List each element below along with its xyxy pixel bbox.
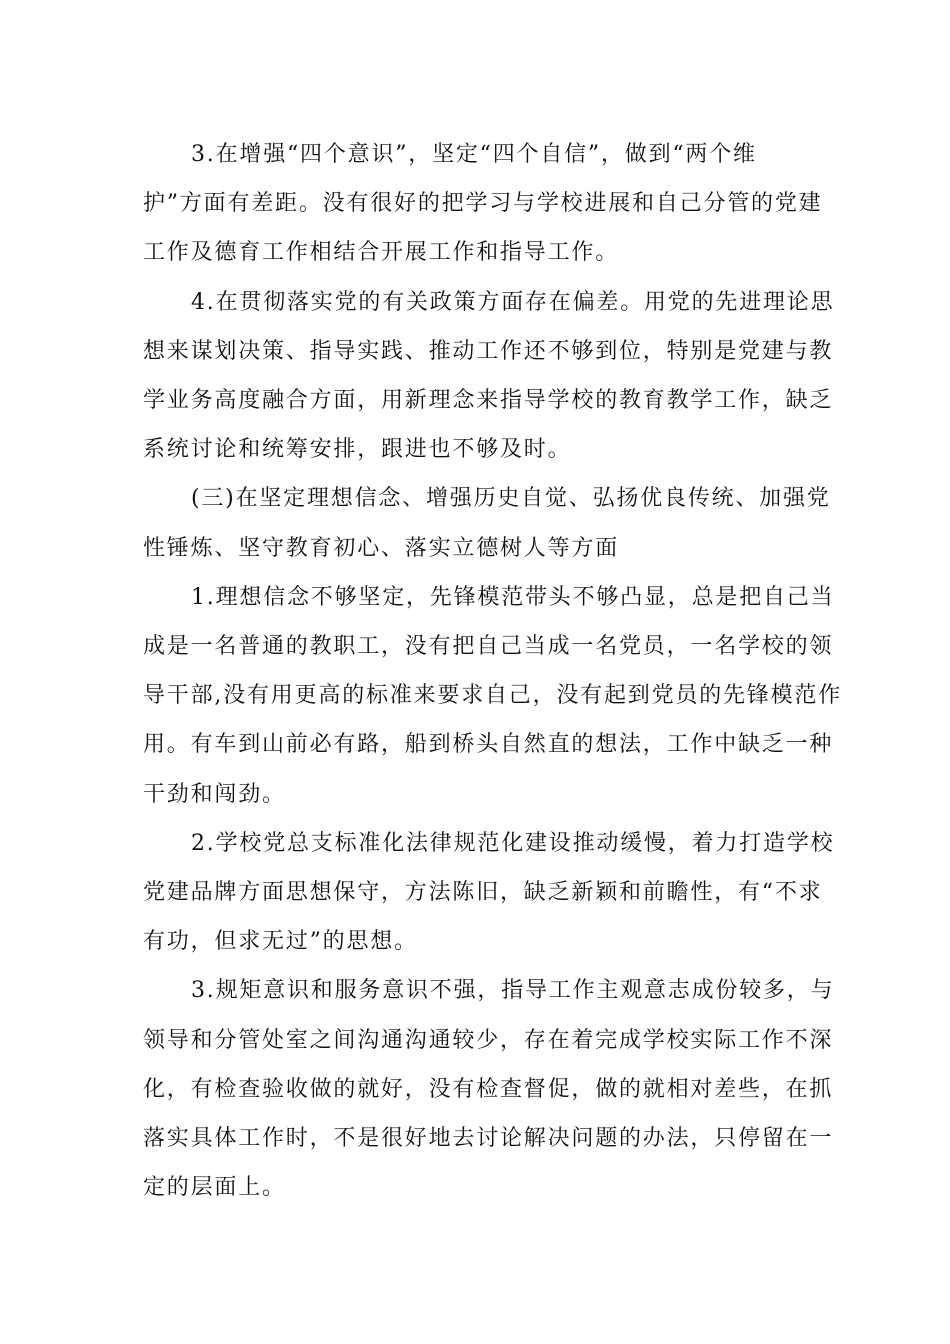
text-line: 学业务高度融合方面，用新理念来指导学校的教育教学工作，缺乏: [143, 388, 834, 414]
text-line: 3.在增强“四个意识”，坚定“四个自信”，做到“两个维: [191, 142, 757, 167]
text-line: 成是一名普通的教职工，没有把自己当成一名党员，一名学校的领: [143, 634, 834, 660]
text-line: 干劲和闯劲。: [143, 781, 286, 807]
paragraph-item-1-beliefs: [143, 573, 842, 819]
text-line: 工作及德育工作相结合开展工作和指导工作。: [143, 240, 620, 266]
text-line: 化，有检查验收做的就好，没有检查督促，做的就相对差些，在抓: [143, 1076, 834, 1102]
text-line: 落实具体工作时，不是很好地去讨论解决问题的办法，只停留在一: [143, 1126, 834, 1152]
text-line: 想来谋划决策、指导实践、推动工作还不够到位，特别是党建与教: [143, 338, 834, 364]
text-line: 导干部,没有用更高的标准来要求自己，没有起到党员的先锋模范作: [143, 683, 842, 709]
text-line: 1.理想信念不够坚定，先锋模范带头不够凸显，总是把自己当: [191, 584, 835, 610]
document-body: [143, 130, 842, 1212]
text-line: 有功，但求无过”的思想。: [143, 929, 418, 955]
text-line: 系统讨论和统筹安排，跟进也不够及时。: [143, 437, 572, 463]
paragraph-item-3-awareness: [143, 130, 823, 278]
text-line: 3.规矩意识和服务意识不强，指导工作主观意志成份较多，与: [191, 978, 835, 1004]
text-line: 领导和分管处室之间沟通沟通较少，存在着完成学校实际工作不深: [143, 1027, 834, 1053]
text-line: 性锤炼、坚守教育初心、落实立德树人等方面: [143, 535, 620, 561]
paragraph-item-4-policy: [143, 278, 835, 475]
text-line: 定的层面上。: [143, 1175, 286, 1201]
text-line: 2.学校党总支标准化法律规范化建设推动缓慢，着力打造学校: [191, 830, 835, 856]
paragraph-item-2-standardization: [143, 819, 835, 967]
text-line: 4.在贯彻落实党的有关政策方面存在偏差。用党的先进理论思: [191, 289, 835, 315]
paragraph-item-3-discipline: [143, 966, 835, 1212]
section-heading-3: [143, 474, 831, 572]
text-line: 护”方面有差距。没有很好的把学习与学校进展和自己分管的党建: [143, 191, 823, 217]
text-line: 党建品牌方面思想保守，方法陈旧，缺乏新颖和前瞻性，有“不求: [143, 880, 823, 906]
text-line: 用。有车到山前必有路，船到桥头自然直的想法，工作中缺乏一种: [143, 732, 834, 758]
text-line: (三)在坚定理想信念、增强历史自觉、弘扬优良传统、加强党: [191, 486, 831, 512]
